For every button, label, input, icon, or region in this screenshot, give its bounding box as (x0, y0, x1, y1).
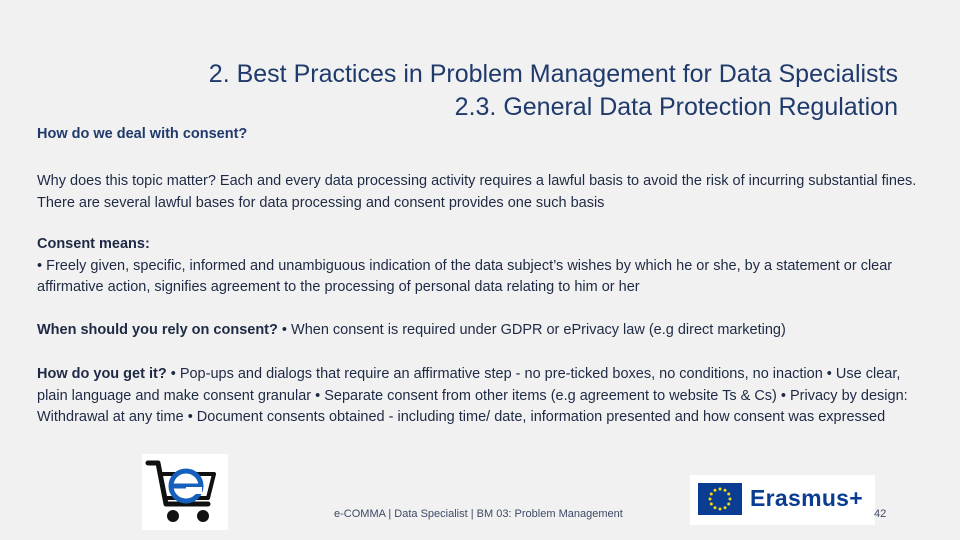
footer-text: e-COMMA | Data Specialist | BM 03: Problem Management (334, 508, 623, 520)
paragraph-why-topic-matters: Why does this topic matter? Each and every data processing activity requires a lawful basis to avoid the risk of incurring substantial fines. There are several lawful bases for data processing and consent provides one such basis (37, 173, 917, 211)
eu-flag-icon (698, 483, 742, 515)
how-get-heading: How do you get it? (37, 366, 167, 382)
when-rely-heading: When should you rely on consent? (37, 322, 278, 338)
paragraph-how-get-consent (37, 364, 917, 429)
slide-title (38, 58, 898, 124)
erasmus-logo (690, 475, 875, 525)
paragraph-when-rely-on-consent (37, 320, 917, 342)
shopping-cart-icon (142, 454, 228, 530)
how-get-body: • Pop-ups and dialogs that require an affirmative step - no pre-ticked boxes, no conditions, no inaction • Use clear, plain language and make consent granular • Separate consent from other items (e.g agreement to website Ts & Cs) • Privacy by design: Withdrawal at any time • Document consents obtained - including time/ date, information presented and how consent was expressed (37, 366, 908, 425)
when-rely-body: • When consent is required under GDPR or ePrivacy law (e.g direct marketing) (277, 322, 786, 338)
slide-subtitle: How do we deal with consent? (37, 126, 248, 142)
paragraph-consent-means (37, 234, 917, 299)
page-number: 42 (874, 508, 887, 520)
title-line-2: 2.3. General Data Protection Regulation (454, 93, 898, 121)
consent-means-body: • Freely given, specific, informed and unambiguous indication of the data subject’s wishes by which he or she, by a statement or clear affirmative action, signifies agreement to the processing of personal data relating to him or her (37, 257, 893, 295)
consent-means-heading: Consent means: (37, 236, 150, 252)
erasmus-label: Erasmus+ (750, 485, 863, 511)
ecomma-cart-logo (142, 454, 228, 530)
title-line-1: 2. Best Practices in Problem Management for Data Specialists (208, 60, 898, 88)
